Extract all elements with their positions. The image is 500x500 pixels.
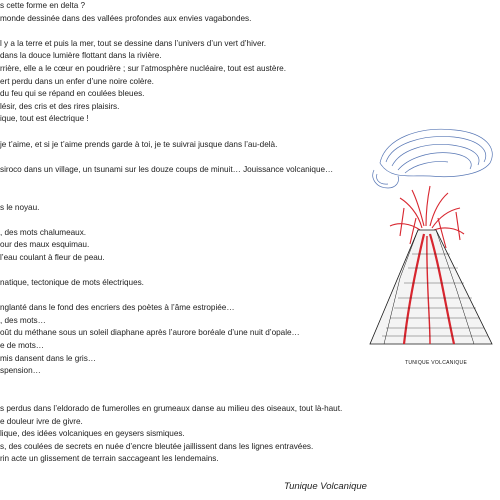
poem-line [0,378,380,391]
poem-line: nglanté dans le fond des encriers des poètes à l’âme estropiée… [0,303,235,313]
poem-line: s cette forme en delta ? [0,1,86,10]
volcano-calligram-illustration [360,118,500,370]
poem-line [0,189,380,202]
poem-line: e de mots… [0,341,44,351]
poem-line: s, des coulées de secrets en nuée d’encre bleutée jaillissent dans les lignes entravées. [0,441,314,451]
poem-line [0,126,380,139]
poem-line: l y a la terre et puis la mer, tout se dessine dans l’univers d’un vert d’hiver. [0,38,266,48]
poem-line: ique, tout est électrique ! [0,114,89,124]
illustration-caption: TUNIQUE VOLCANIQUE [405,360,468,366]
poem-line: e douleur ivre de givre. [0,416,83,426]
poem-line: natique, tectonique de mots électriques. [0,278,144,288]
poem-line: lésir, des cris et des rires plaisirs. [0,101,120,111]
poem-line: , des mots… [0,315,46,325]
volcano-body [370,230,492,344]
poem-line: je t’aime, et si je t’aime prends garde à toi, je te suivrai jusque dans l’au-delà. [0,139,278,149]
poem-line [0,176,380,189]
poem-line [0,290,380,303]
poem-line: oût du méthane sous un soleil diaphane après l’aurore boréale d’une nuit d’opale… [0,328,300,338]
poem-line [0,214,380,227]
poem-line [0,25,380,38]
poem-line: siroco dans un village, un tsunami sur les douze coups de minuit… Jouissance volcanique… [0,164,334,174]
poem-line [0,264,380,277]
poem-line: du feu qui se répand en coulées bleues. [0,89,145,99]
poem-line: , des mots chalumeaux. [0,227,87,237]
poem-line [0,390,380,403]
poem-line: monde dessinée dans des vallées profondes aux envies vagabondes. [0,13,252,23]
poem-line: l’eau coulant à fleur de peau. [0,252,105,262]
poem-line: s le noyau. [0,202,40,212]
plume-words [373,129,493,188]
poem-line: rin acte un glissement de terrain saccageant les lendemains. [0,454,219,464]
poem-line: rrière, elle a le cœur en poudrière ; sur l’atmosphère nucléaire, tout est austère. [0,63,286,73]
poem-line: lique, des idées volcaniques en geysers sismiques. [0,429,185,439]
poem-line: dans la douce lumière flottant dans la rivière. [0,51,162,61]
poem-line: s perdus dans l’eldorado de fumerolles en grumeaux danse au milieu des oiseaux, tout là-haut. [0,404,343,413]
poem-line: our des maux esquimau. [0,240,90,250]
poem-line: spension… [0,366,41,376]
poem-line [0,151,380,164]
figure-caption: Tunique Volcanique [284,481,367,492]
poem-line: ert perdu dans un enfer d’une noire colère. [0,76,154,86]
poem-line: mis dansent dans le gris… [0,353,96,363]
